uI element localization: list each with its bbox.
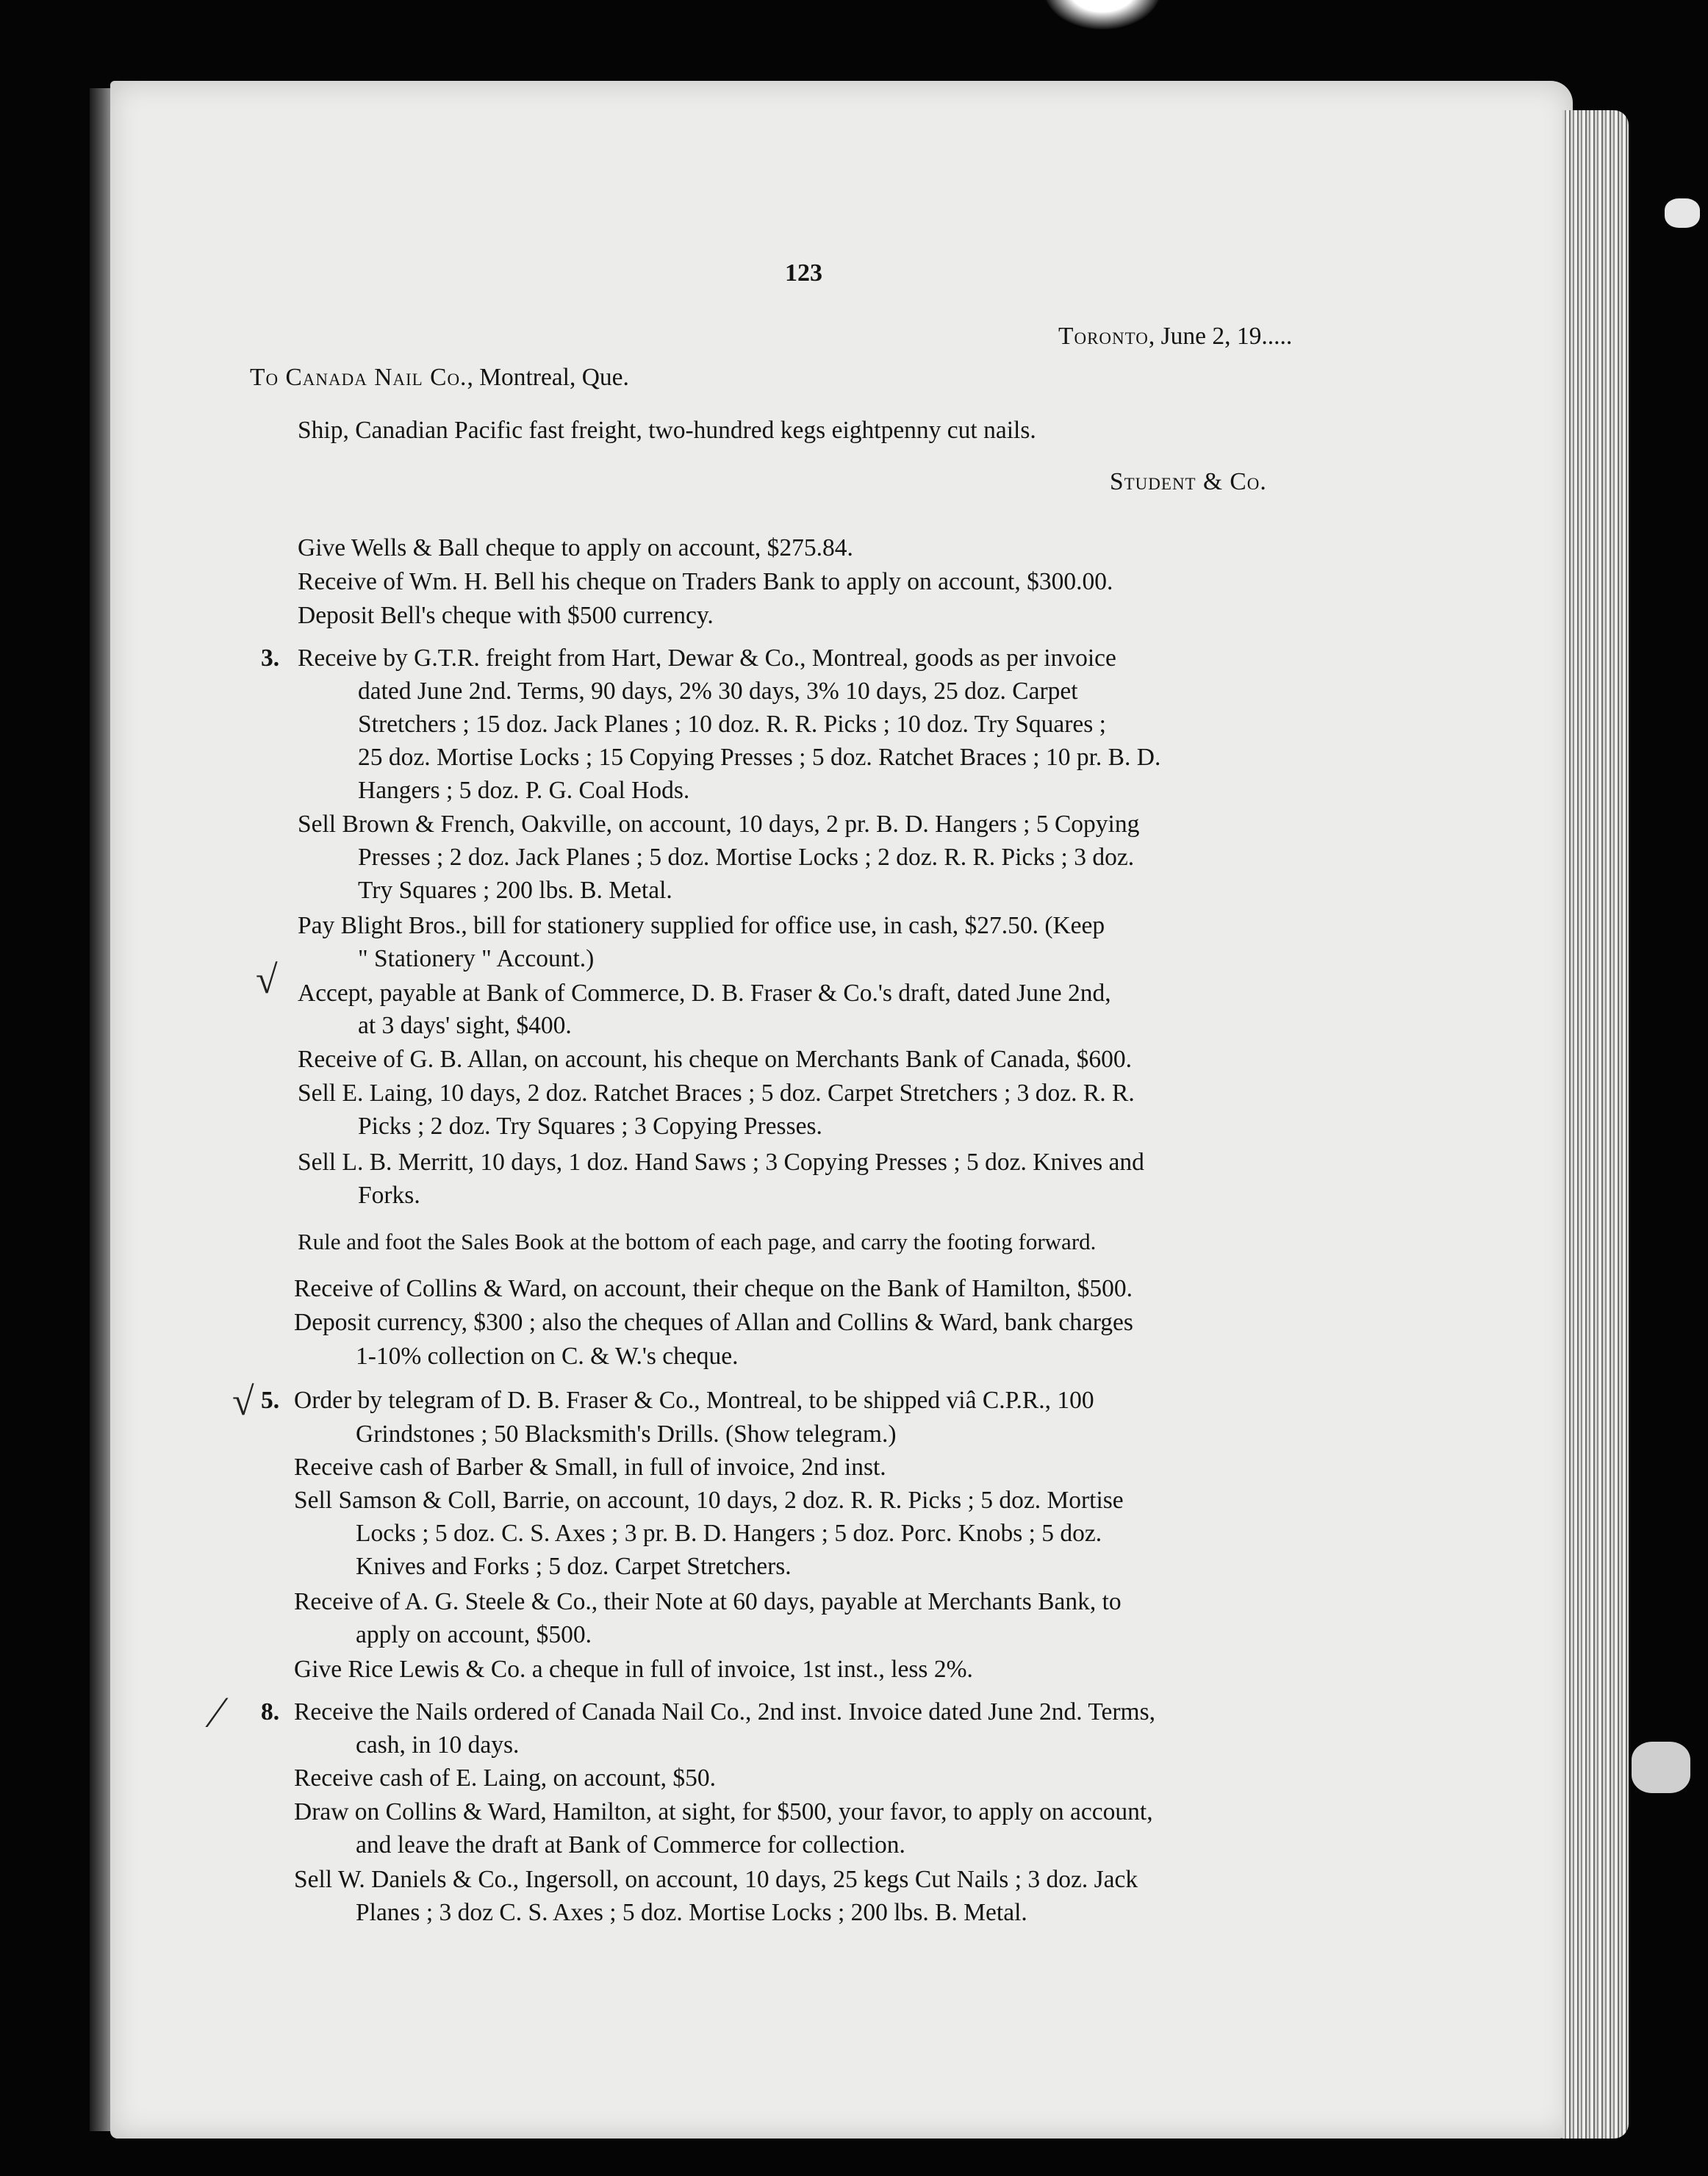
entry-line: Hangers ; 5 doz. P. G. Coal Hods. — [358, 777, 690, 804]
entry-line: dated June 2nd. Terms, 90 days, 2% 30 days, 3% 10 days, 25 doz. Carpet — [358, 678, 1078, 705]
entry-line: Accept, payable at Bank of Commerce, D. B. Fraser & Co.'s draft, dated June 2nd, — [298, 980, 1111, 1007]
entry-line: Locks ; 5 doz. C. S. Axes ; 3 pr. B. D. Hangers ; 5 doz. Porc. Knobs ; 5 doz. — [356, 1520, 1102, 1547]
checkmark: √ — [256, 958, 278, 1002]
entry-line: Receive of Wm. H. Bell his cheque on Traders Bank to apply on account, $300.00. — [298, 568, 1113, 595]
date-value: , June 2, 19..... — [1148, 323, 1293, 350]
date-place: Toronto — [1058, 323, 1149, 350]
order-addressee-line — [250, 363, 629, 392]
entry-line: Receive of A. G. Steele & Co., their Note at 60 days, payable at Merchants Bank, to — [294, 1588, 1122, 1615]
entry-line: cash, in 10 days. — [356, 1731, 520, 1759]
entry-line: Receive by G.T.R. freight from Hart, Dewar & Co., Montreal, goods as per invoice — [298, 644, 1116, 672]
entry-line: 1-10% collection on C. & W.'s cheque. — [356, 1343, 739, 1370]
entry-line: Stretchers ; 15 doz. Jack Planes ; 10 doz. R. R. Picks ; 10 doz. Try Squares ; — [358, 711, 1106, 738]
pencil-stroke: ⁄ — [213, 1688, 221, 1737]
entry-line: and leave the draft at Bank of Commerce for collection. — [356, 1831, 905, 1859]
entry-line: Presses ; 2 doz. Jack Planes ; 5 doz. Mortise Locks ; 2 doz. R. R. Picks ; 3 doz. — [358, 844, 1135, 871]
page-number: 123 — [785, 259, 822, 287]
entry-line: Give Wells & Ball cheque to apply on account, $275.84. — [298, 534, 853, 561]
entry-line: Receive the Nails ordered of Canada Nail Co., 2nd inst. Invoice dated June 2nd. Terms, — [294, 1698, 1156, 1726]
entry-line: Give Rice Lewis & Co. a cheque in full of invoice, 1st inst., less 2%. — [294, 1656, 973, 1683]
day-number: 3. — [261, 644, 280, 672]
instruction-line: Rule and foot the Sales Book at the bottom of each page, and carry the footing forward. — [298, 1229, 1097, 1254]
entry-line: Draw on Collins & Ward, Hamilton, at sight, for $500, your favor, to apply on account, — [294, 1798, 1153, 1825]
entry-line: Try Squares ; 200 lbs. B. Metal. — [358, 877, 672, 904]
date-line — [1058, 322, 1292, 351]
entry-line: Planes ; 3 doz C. S. Axes ; 5 doz. Mortise Locks ; 200 lbs. B. Metal. — [356, 1899, 1027, 1926]
day-number: 5. — [261, 1387, 280, 1414]
entry-line: Pay Blight Bros., bill for stationery supplied for office use, in cash, $27.50. (Keep — [298, 912, 1105, 939]
order-body: Ship, Canadian Pacific fast freight, two-hundred kegs eightpenny cut nails. — [298, 417, 1036, 444]
entry-line: Deposit Bell's cheque with $500 currency. — [298, 602, 714, 629]
entry-line: Sell W. Daniels & Co., Ingersoll, on account, 10 days, 25 kegs Cut Nails ; 3 doz. Jack — [294, 1866, 1138, 1893]
entry-line: Receive cash of Barber & Small, in full of invoice, 2nd inst. — [294, 1454, 886, 1481]
entry-line: Sell L. B. Merritt, 10 days, 1 doz. Hand Saws ; 3 Copying Presses ; 5 doz. Knives and — [298, 1149, 1144, 1176]
entry-line: Picks ; 2 doz. Try Squares ; 3 Copying Presses. — [358, 1113, 822, 1140]
entry-line: Grindstones ; 50 Blacksmith's Drills. (Show telegram.) — [356, 1421, 897, 1448]
entry-line: Knives and Forks ; 5 doz. Carpet Stretchers. — [356, 1553, 792, 1580]
entry-line: Sell Samson & Coll, Barrie, on account, 10 days, 2 doz. R. R. Picks ; 5 doz. Mortise — [294, 1487, 1124, 1514]
day-number: 8. — [261, 1698, 280, 1726]
checkmark: √ — [232, 1379, 254, 1423]
order-addressee: To Canada Nail Co. — [250, 364, 467, 391]
order-signature: Student & Co. — [1110, 468, 1267, 495]
entry-line: at 3 days' sight, $400. — [358, 1012, 572, 1039]
entry-line: Sell E. Laing, 10 days, 2 doz. Ratchet Braces ; 5 doz. Carpet Stretchers ; 3 doz. R. R. — [298, 1080, 1135, 1107]
entry-line: Deposit currency, $300 ; also the cheques of Allan and Collins & Ward, bank charges — [294, 1309, 1133, 1336]
entry-line: " Stationery " Account.) — [358, 945, 595, 972]
entry-line: apply on account, $500. — [356, 1621, 592, 1648]
order-address: , Montreal, Que. — [467, 364, 629, 391]
entry-line: 25 doz. Mortise Locks ; 15 Copying Presses ; 5 doz. Ratchet Braces ; 10 pr. B. D. — [358, 744, 1161, 771]
entry-line: Receive cash of E. Laing, on account, $50. — [294, 1764, 716, 1792]
entry-line: Sell Brown & French, Oakville, on account, 10 days, 2 pr. B. D. Hangers ; 5 Copying — [298, 811, 1140, 838]
entry-line: Forks. — [358, 1182, 420, 1209]
entry-line: Order by telegram of D. B. Fraser & Co., Montreal, to be shipped viâ C.P.R., 100 — [294, 1387, 1094, 1414]
entry-line: Receive of G. B. Allan, on account, his cheque on Merchants Bank of Canada, $600. — [298, 1046, 1132, 1073]
entry-line: Receive of Collins & Ward, on account, their cheque on the Bank of Hamilton, $500. — [294, 1275, 1133, 1302]
